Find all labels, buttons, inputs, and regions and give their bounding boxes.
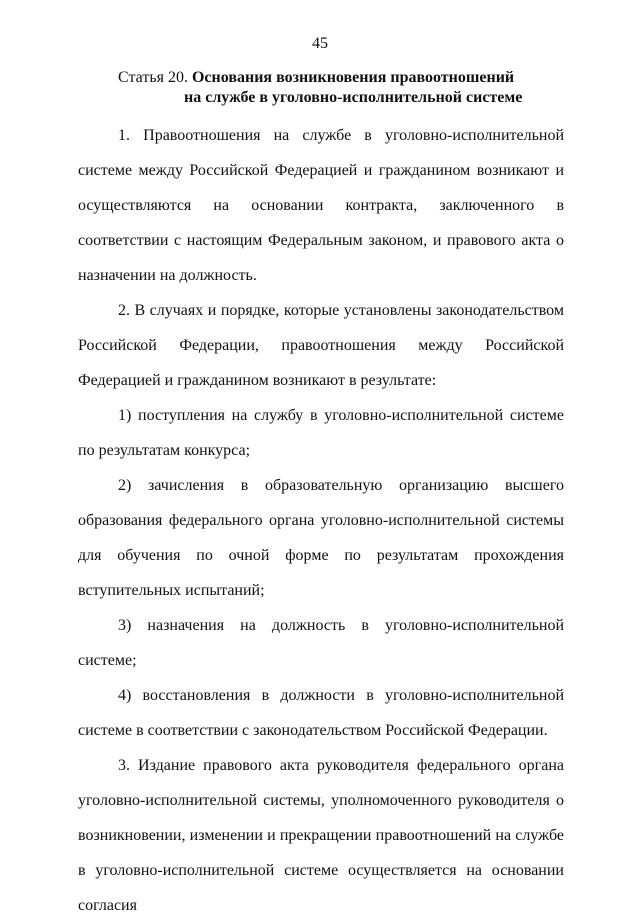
list-item-1: 1) поступления на службу в уголовно-исполнительной системе по результатам конкурса; <box>78 407 564 459</box>
list-item-2: 2) зачисления в образовательную организацию высшего образования федерального органа уголовно-исполнительной системы для обучения по очной форме по результатам прохождения вступительных испытаний; <box>78 477 564 599</box>
list-item-3: 3) назначения на должность в уголовно-исполнительной системе; <box>78 617 564 669</box>
paragraph-2: 2. В случаях и порядке, которые установлены законодательством Российской Федерации, правоотношения между Российской Федерацией и гражданином возникают в результате: <box>78 302 564 389</box>
list-item-4: 4) восстановления в должности в уголовно-исполнительной системе в соответствии с законодательством Российской Федерации. <box>78 687 564 739</box>
article-heading <box>118 68 578 108</box>
paragraph-3: 3. Издание правового акта руководителя федерального органа уголовно-исполнительной системы, уполномоченного руководителя о возникновении, изменении и прекращении правоотношений на службе в уголовно-исполнительной системе осуществляется на основании согласия <box>78 757 564 914</box>
article-title-part-2: на службе в уголовно-исполнительной системе <box>184 89 523 106</box>
article-heading-line-1 <box>118 68 578 88</box>
article-body <box>78 118 564 923</box>
page-number: 45 <box>312 35 328 52</box>
paragraph-1: 1. Правоотношения на службе в уголовно-исполнительной системе между Российской Федерацией и гражданином возникают и осуществляются на основании контракта, заключенного в соответствии с настоящим Федеральным законом, и правового акта о назначении на должность. <box>78 127 564 284</box>
article-label: Статья 20. <box>118 69 188 86</box>
article-title-part-1: Основания возникновения правоотношений <box>191 69 515 86</box>
